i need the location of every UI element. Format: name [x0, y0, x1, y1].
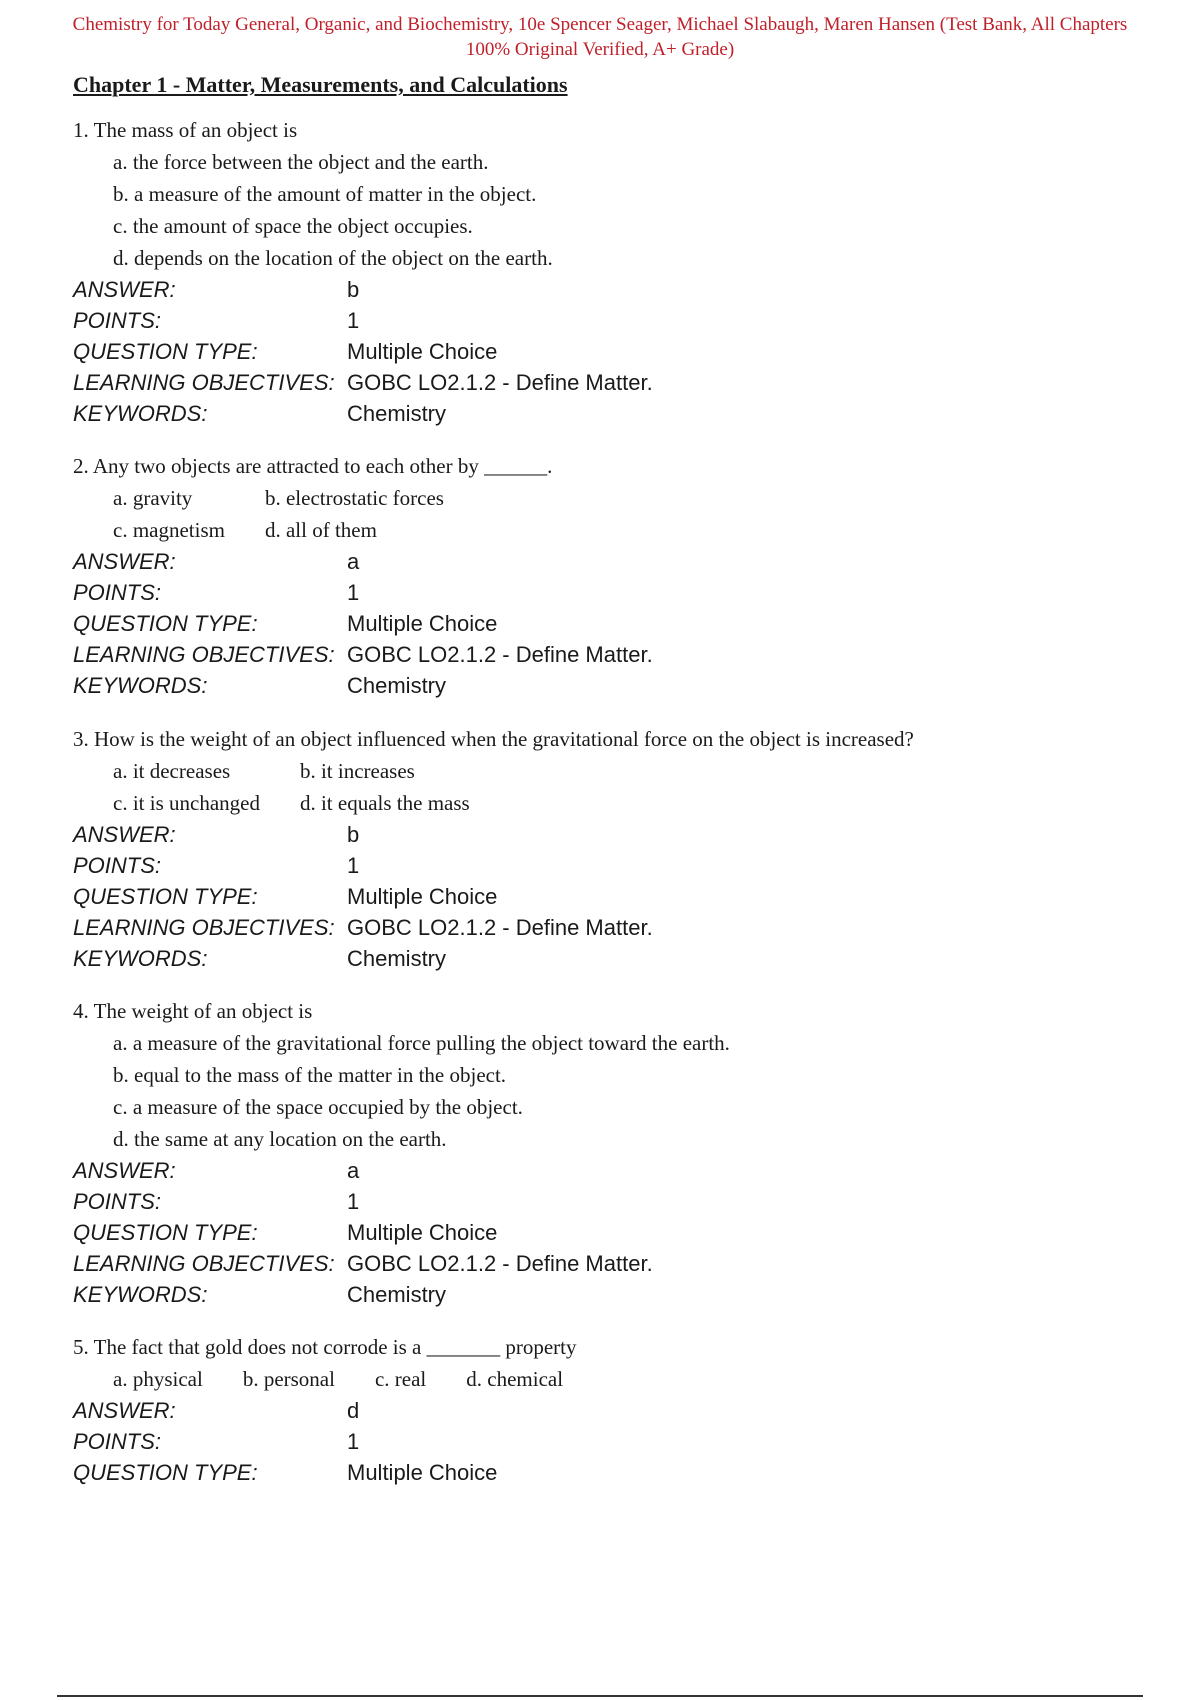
- answer-label: ANSWER:: [73, 277, 176, 302]
- choice-c: c. it is unchanged: [113, 791, 260, 815]
- question-type-value: Multiple Choice: [347, 1220, 498, 1245]
- header-line-2: 100% Original Verified, A+ Grade): [465, 39, 735, 60]
- learning-objectives-label: LEARNING OBJECTIVES:: [73, 370, 335, 395]
- answer-value: d: [347, 1398, 360, 1423]
- question-5: [73, 1331, 1153, 1488]
- header-line-1: Chemistry for Today General, Organic, and Biochemistry, 10e Spencer Seager, Michael Slabaugh, Maren Hansen (Test Bank, All Chapters: [72, 14, 1128, 35]
- question-type-label: QUESTION TYPE:: [73, 1460, 258, 1485]
- choice-b: b. equal to the mass of the matter in the object.: [113, 1063, 507, 1087]
- choice-a: a. a measure of the gravitational force pulling the object toward the earth.: [113, 1031, 730, 1055]
- question-meta: [73, 546, 1153, 701]
- keywords-label: KEYWORDS:: [73, 673, 208, 698]
- question-stem: 3. How is the weight of an object influenced when the gravitational force on the object is increased?: [73, 727, 914, 751]
- choice-b: b. it increases: [299, 759, 415, 783]
- choice-c: c. magnetism: [113, 518, 225, 542]
- question-stem: 4. The weight of an object is: [73, 999, 313, 1023]
- question-type-label: QUESTION TYPE:: [73, 884, 258, 909]
- choice-d: d. the same at any location on the earth.: [113, 1127, 447, 1151]
- choice-a: a. it decreases: [113, 759, 231, 783]
- keywords-label: KEYWORDS:: [73, 401, 208, 426]
- learning-objectives-label: LEARNING OBJECTIVES:: [73, 915, 335, 940]
- answer-value: a: [347, 549, 360, 574]
- learning-objectives-value: GOBC LO2.1.2 - Define Matter.: [347, 642, 653, 667]
- points-value: 1: [347, 580, 360, 605]
- points-label: POINTS:: [73, 580, 162, 605]
- choice-a: a. physical: [113, 1367, 203, 1391]
- choices-list: [73, 146, 1153, 274]
- choice-d: d. chemical: [466, 1367, 564, 1391]
- choice-d: d. depends on the location of the object on the earth.: [113, 246, 553, 270]
- learning-objectives-value: GOBC LO2.1.2 - Define Matter.: [347, 370, 653, 395]
- answer-value: b: [347, 277, 360, 302]
- choice-c: c. a measure of the space occupied by the object.: [113, 1095, 523, 1119]
- question-stem: 2. Any two objects are attracted to each other by ______.: [73, 454, 553, 478]
- choice-d: d. it equals the mass: [299, 791, 470, 815]
- choice-c: c. the amount of space the object occupies.: [113, 214, 473, 238]
- points-value: 1: [347, 1189, 360, 1214]
- choice-b: b. electrostatic forces: [264, 486, 444, 510]
- answer-label: ANSWER:: [73, 549, 176, 574]
- question-meta: [73, 1155, 1153, 1310]
- learning-objectives-value: GOBC LO2.1.2 - Define Matter.: [347, 915, 653, 940]
- keywords-label: KEYWORDS:: [73, 1282, 208, 1307]
- question-meta: [73, 1395, 1153, 1488]
- answer-value: a: [347, 1158, 360, 1183]
- points-value: 1: [347, 853, 360, 878]
- choice-a: a. the force between the object and the earth.: [113, 150, 489, 174]
- question-type-value: Multiple Choice: [347, 1460, 498, 1485]
- question-stem: 5. The fact that gold does not corrode is a _______ property: [73, 1335, 577, 1359]
- points-label: POINTS:: [73, 853, 162, 878]
- choice-b: b. personal: [242, 1367, 335, 1391]
- learning-objectives-label: LEARNING OBJECTIVES:: [73, 642, 335, 667]
- footer-divider: [57, 1695, 1143, 1697]
- choice-c: c. real: [374, 1367, 427, 1391]
- choice-d: d. all of them: [264, 518, 377, 542]
- question-type-value: Multiple Choice: [347, 339, 498, 364]
- answer-value: b: [347, 822, 360, 847]
- points-value: 1: [347, 308, 360, 333]
- keywords-value: Chemistry: [347, 401, 447, 426]
- choice-a: a. gravity: [113, 486, 193, 510]
- points-label: POINTS:: [73, 1429, 162, 1454]
- question-meta: [73, 274, 1153, 429]
- choices-grid: [73, 755, 1153, 819]
- keywords-value: Chemistry: [347, 946, 447, 971]
- question-type-value: Multiple Choice: [347, 884, 498, 909]
- question-stem: 1. The mass of an object is: [73, 118, 298, 142]
- keywords-value: Chemistry: [347, 1282, 447, 1307]
- choice-b: b. a measure of the amount of matter in the object.: [113, 182, 537, 206]
- question-1: [73, 114, 1153, 429]
- question-4: [73, 995, 1153, 1310]
- points-value: 1: [347, 1429, 360, 1454]
- points-label: POINTS:: [73, 308, 162, 333]
- question-2: [73, 450, 1153, 701]
- answer-label: ANSWER:: [73, 1398, 176, 1423]
- answer-label: ANSWER:: [73, 1158, 176, 1183]
- choices-grid: [73, 482, 1153, 546]
- learning-objectives-value: GOBC LO2.1.2 - Define Matter.: [347, 1251, 653, 1276]
- question-type-value: Multiple Choice: [347, 611, 498, 636]
- question-type-label: QUESTION TYPE:: [73, 1220, 258, 1245]
- question-type-label: QUESTION TYPE:: [73, 339, 258, 364]
- points-label: POINTS:: [73, 1189, 162, 1214]
- question-meta: [73, 819, 1153, 974]
- answer-label: ANSWER:: [73, 822, 176, 847]
- chapter-title: Chapter 1 - Matter, Measurements, and Calculations: [73, 72, 568, 97]
- choices-row: [73, 1363, 1153, 1395]
- question-type-label: QUESTION TYPE:: [73, 611, 258, 636]
- keywords-label: KEYWORDS:: [73, 946, 208, 971]
- question-3: [73, 723, 1153, 974]
- document-header: [40, 12, 1160, 62]
- learning-objectives-label: LEARNING OBJECTIVES:: [73, 1251, 335, 1276]
- keywords-value: Chemistry: [347, 673, 447, 698]
- choices-list: [73, 1027, 1153, 1155]
